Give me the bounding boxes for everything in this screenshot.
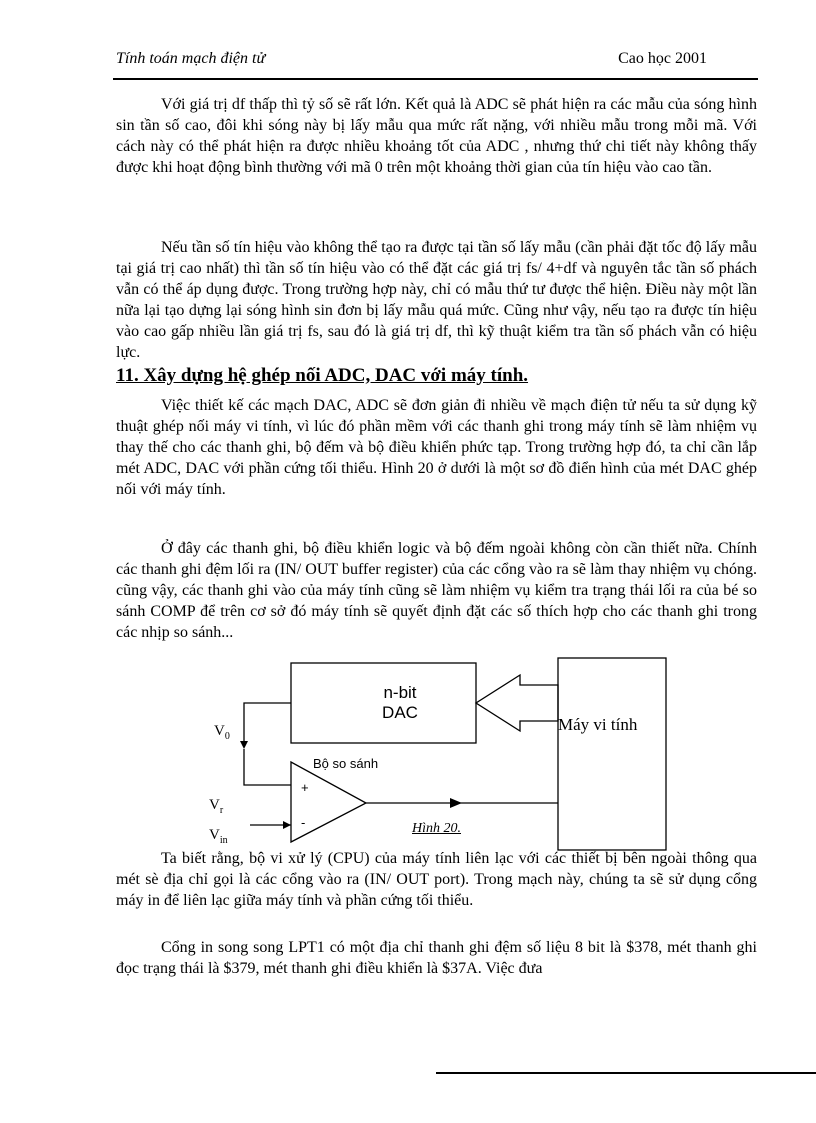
computer-label: Máy vi tính (558, 715, 638, 734)
paragraph-3 (116, 395, 757, 500)
figure-20-diagram (190, 655, 680, 855)
minus-input-label: - (301, 815, 306, 830)
vr-label (209, 797, 223, 816)
header-title: Tính toán mạch điện tử (116, 50, 266, 67)
paragraph-text: Ta biết rằng, bộ vi xử lý (CPU) của máy tính liên lạc với các thiết bị bên ngoài thông qua mét sè địa chỉ gọi là các cổng vào ra (IN/ OUT port). Trong mạch này, chúng ta sẽ sử dụng cổng máy in để liên lạc giữa máy tính và phần cứng tối thiểu. (116, 850, 757, 909)
paragraph-text: Ở đây các thanh ghi, bộ điều khiển logic và bộ đếm ngoài không còn cần thiết nữa. Chính các thanh ghi đệm lối ra (IN/ OUT buffer register) của các cổng vào ra sẽ làm thay nhiệm vụ chóng. cũng vậy, các thanh ghi vào của máy tính cũng sẽ làm nhiệm vụ kiểm tra trạng thái lối ra của bé so sánh COMP để trên cơ sở đó máy tính sẽ quyết định đặt các số thích hợp cho các thanh ghi trong các nhịp so sánh... (116, 540, 757, 641)
feedback-wire (244, 749, 291, 785)
paragraph-text: Việc thiết kế các mạch DAC, ADC sẽ đơn giản đi nhiều về mạch điện tử nếu ta sử dụng kỹ thuật ghép nối máy vi tính, vì lúc đó phần mềm với các thanh ghi trong máy tính sẽ làm nhiệm vụ thay thế cho các thanh ghi, bộ đếm và bộ điều khiển phức tạp. Trong trường hợp đó, ta chỉ cần lắp mét ADC, DAC với phần cứng tối thiểu. Hình 20 ở dưới là một sơ đồ điển hình của mét DAC ghép nối với máy tính. (116, 397, 757, 498)
header-divider (113, 78, 758, 80)
figure-caption: Hình 20. (412, 821, 461, 836)
computer-block (558, 658, 666, 850)
output-arrowhead (450, 798, 462, 808)
paragraph-text: Với giá trị df thấp thì tỷ số sẽ rất lớn. Kết quả là ADC sẽ phát hiện ra các mẫu của sóng hình sin tần số cao, đôi khi sóng này bị lấy mẫu qua mức rất nặng, với nhiều mẫu trong mỗi mã. Với cách này có thể phát hiện ra được nhiều khoảng tốt của ADC , nhưng thứ chi tiết này không thấy được khi hoạt động bình thường với mã 0 trên một khoảng thời gian của tín hiệu vào cao tần. (116, 96, 757, 176)
dac-label-line2: DAC (382, 703, 418, 722)
paragraph-2 (116, 237, 757, 363)
header-course: Cao học 2001 (618, 50, 707, 67)
dac-label (350, 683, 450, 723)
plus-input-label: + (301, 780, 309, 795)
comparator-triangle (291, 762, 366, 842)
vin-label (209, 827, 228, 846)
v0-symbol: V (214, 723, 225, 739)
paragraph-5 (116, 848, 757, 911)
comparator-label: Bộ so sánh (313, 756, 379, 771)
paragraph-text: Nếu tần số tín hiệu vào không thể tạo ra được tại tần số lấy mẫu (cần phải đặt tốc độ lấy mẫu tại giá trị cao nhất) thì tần số tín hiệu vào có thể đặt các giá trị fs/ 4+df và nguyên tắc tần số phách vẫn có thể áp dụng được. Trong trường hợp này, chỉ có mẫu thứ tư được thể hiện. Điều này một lần nữa lại tạo dựng lại sóng hình sin đơn bị lấy mẫu quá mức. Cũng như vậy, nếu tạo ra được tín hiệu vào cao gấp nhiều lần giá trị fs, sau đó là giá trị df, thì kỹ thuật kiểm tra tần số phách vẫn có hiệu lực. (116, 239, 757, 361)
vin-symbol: V (209, 827, 220, 843)
page-header (116, 50, 757, 74)
v0-label (214, 723, 230, 742)
footer-divider (436, 1072, 816, 1074)
dac-label-line1: n-bit (383, 683, 417, 702)
v0-subscript: 0 (224, 731, 230, 742)
paragraph-text: Cổng in song song LPT1 có một địa chỉ thanh ghi đệm số liệu 8 bit là $378, mét thanh ghi đọc trạng thái là $379, mét thanh ghi điều khiển là $37A. Việc đưa (116, 939, 757, 977)
v0-arrowhead (240, 741, 248, 749)
paragraph-4 (116, 538, 757, 643)
section-heading: 11. Xây dựng hệ ghép nối ADC, DAC với máy tính. (116, 365, 529, 386)
vin-subscript: in (219, 835, 228, 846)
dac-output-wire (244, 703, 291, 743)
paragraph-1 (116, 94, 757, 178)
paragraph-6 (116, 937, 757, 979)
bus-arrow (476, 675, 558, 731)
vin-arrowhead (283, 821, 291, 829)
vr-subscript: r (219, 805, 224, 816)
vr-symbol: V (209, 797, 220, 813)
